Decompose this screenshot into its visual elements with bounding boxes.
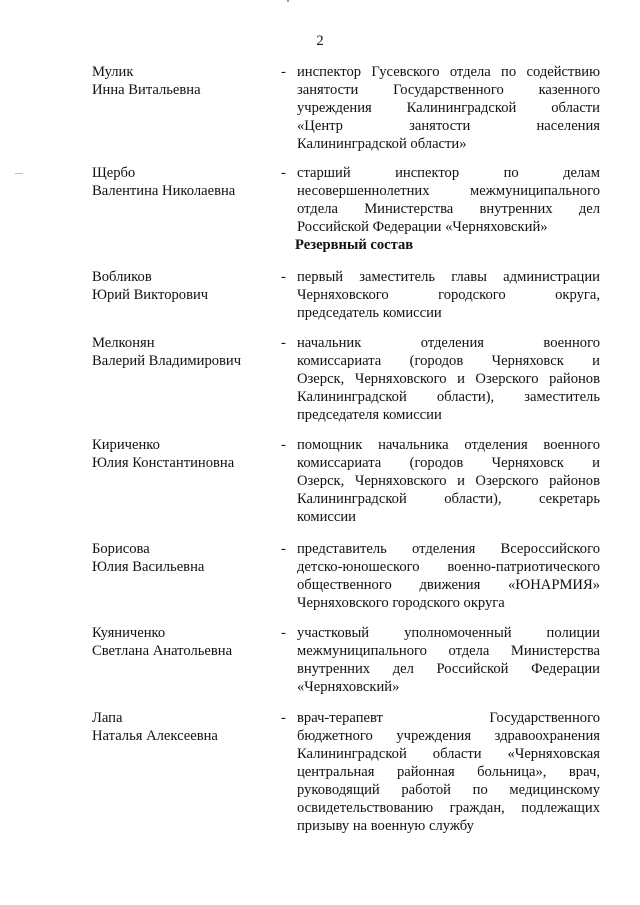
member-given-names: Юлия Васильевна <box>92 559 205 575</box>
member-name <box>92 540 277 576</box>
member-surname: Борисова <box>92 541 150 557</box>
position-line: врач-терапевт Государственного <box>297 710 600 726</box>
dash-separator: - <box>281 710 286 726</box>
member-surname: Лапа <box>92 710 123 726</box>
dash-separator: - <box>281 541 286 557</box>
position-line: центральная районная больница», врач, <box>297 764 600 780</box>
position-line: первый заместитель главы администрации <box>297 269 600 285</box>
dash-separator: - <box>281 64 286 80</box>
position-line: бюджетного учреждения здравоохранения <box>297 728 600 744</box>
position-line: Черняховского городского округа, <box>297 287 600 303</box>
position-line: председатель комиссии <box>297 305 442 321</box>
position-line: представитель отделения Всероссийского <box>297 541 600 557</box>
scan-mark <box>15 173 23 174</box>
reserve-heading: Резервный состав <box>295 237 414 253</box>
member-surname: Мелконян <box>92 335 155 351</box>
position-line: «Черняховский» <box>297 679 400 695</box>
position-line: помощник начальника отделения военного <box>297 437 600 453</box>
position-line: Озерск, Черняховского и Озерского районов <box>297 473 600 489</box>
dash-separator: - <box>281 625 286 641</box>
dash-separator: - <box>281 165 286 181</box>
position-line: Калининградской области), заместитель <box>297 389 600 405</box>
member-given-names: Валерий Владимирович <box>92 353 242 369</box>
member-given-names: Юрий Викторович <box>92 287 209 303</box>
position-line: общественного движения «ЮНАРМИЯ» <box>297 577 600 593</box>
position-line: руководящий работой по медицинскому <box>297 782 600 798</box>
member-given-names: Валентина Николаевна <box>92 183 236 199</box>
member-position <box>297 436 600 526</box>
member-name <box>92 624 277 660</box>
position-line: детско-юношеского военно-патриотического <box>297 559 600 575</box>
scan-mark <box>287 0 289 2</box>
member-name <box>92 63 277 99</box>
member-given-names: Наталья Алексеевна <box>92 728 218 744</box>
position-line: Калининградской области), секретарь <box>297 491 600 507</box>
position-line: старший инспектор по делам <box>297 165 600 181</box>
member-surname: Щербо <box>92 165 136 181</box>
page-number: 2 <box>316 33 324 49</box>
dash-separator: - <box>281 437 286 453</box>
member-position <box>297 268 600 322</box>
member-name <box>92 334 277 370</box>
member-name <box>92 268 277 304</box>
position-line: Черняховского городского округа <box>297 595 505 611</box>
position-line: комиссариата (городов Черняховск и <box>297 455 600 471</box>
position-line: участковый уполномоченный полиции <box>297 625 600 641</box>
member-position <box>297 624 600 696</box>
position-line: Калининградской области «Черняховская <box>297 746 600 762</box>
position-line: освидетельствованию граждан, подлежащих <box>297 800 600 816</box>
position-line: комиссариата (городов Черняховск и <box>297 353 600 369</box>
member-given-names: Юлия Константиновна <box>92 455 235 471</box>
member-surname: Мулик <box>92 64 134 80</box>
position-line: отдела Министерства внутренних дел <box>297 201 600 217</box>
member-position <box>297 709 600 835</box>
position-line: «Центр занятости населения <box>297 118 600 134</box>
member-given-names: Светлана Анатольевна <box>92 643 233 659</box>
position-line: учреждения Калининградской области <box>297 100 600 116</box>
member-name <box>92 436 277 472</box>
position-line: несовершеннолетних межмуниципального <box>297 183 600 199</box>
position-line: призыву на военную службу <box>297 818 474 834</box>
position-line: начальник отделения военного <box>297 335 600 351</box>
position-line: внутренних дел Российской Федерации <box>297 661 600 677</box>
position-line: Российской Федерации «Черняховский» <box>297 219 548 235</box>
member-given-names: Инна Витальевна <box>92 82 201 98</box>
position-line: инспектор Гусевского отдела по содействию <box>297 64 600 80</box>
member-surname: Вобликов <box>92 269 152 285</box>
member-position <box>297 334 600 424</box>
member-position <box>297 540 600 612</box>
position-line: межмуниципального отдела Министерства <box>297 643 600 659</box>
member-name <box>92 164 277 200</box>
position-line: председателя комиссии <box>297 407 442 423</box>
dash-separator: - <box>281 335 286 351</box>
member-surname: Куяниченко <box>92 625 166 641</box>
position-line: комиссии <box>297 509 356 525</box>
member-name <box>92 709 277 745</box>
member-position <box>297 164 600 236</box>
position-line: занятости Государственного казенного <box>297 82 600 98</box>
position-line: Калининградской области» <box>297 136 467 152</box>
dash-separator: - <box>281 269 286 285</box>
member-surname: Кириченко <box>92 437 160 453</box>
position-line: Озерск, Черняховского и Озерского районов <box>297 371 600 387</box>
member-position <box>297 63 600 153</box>
